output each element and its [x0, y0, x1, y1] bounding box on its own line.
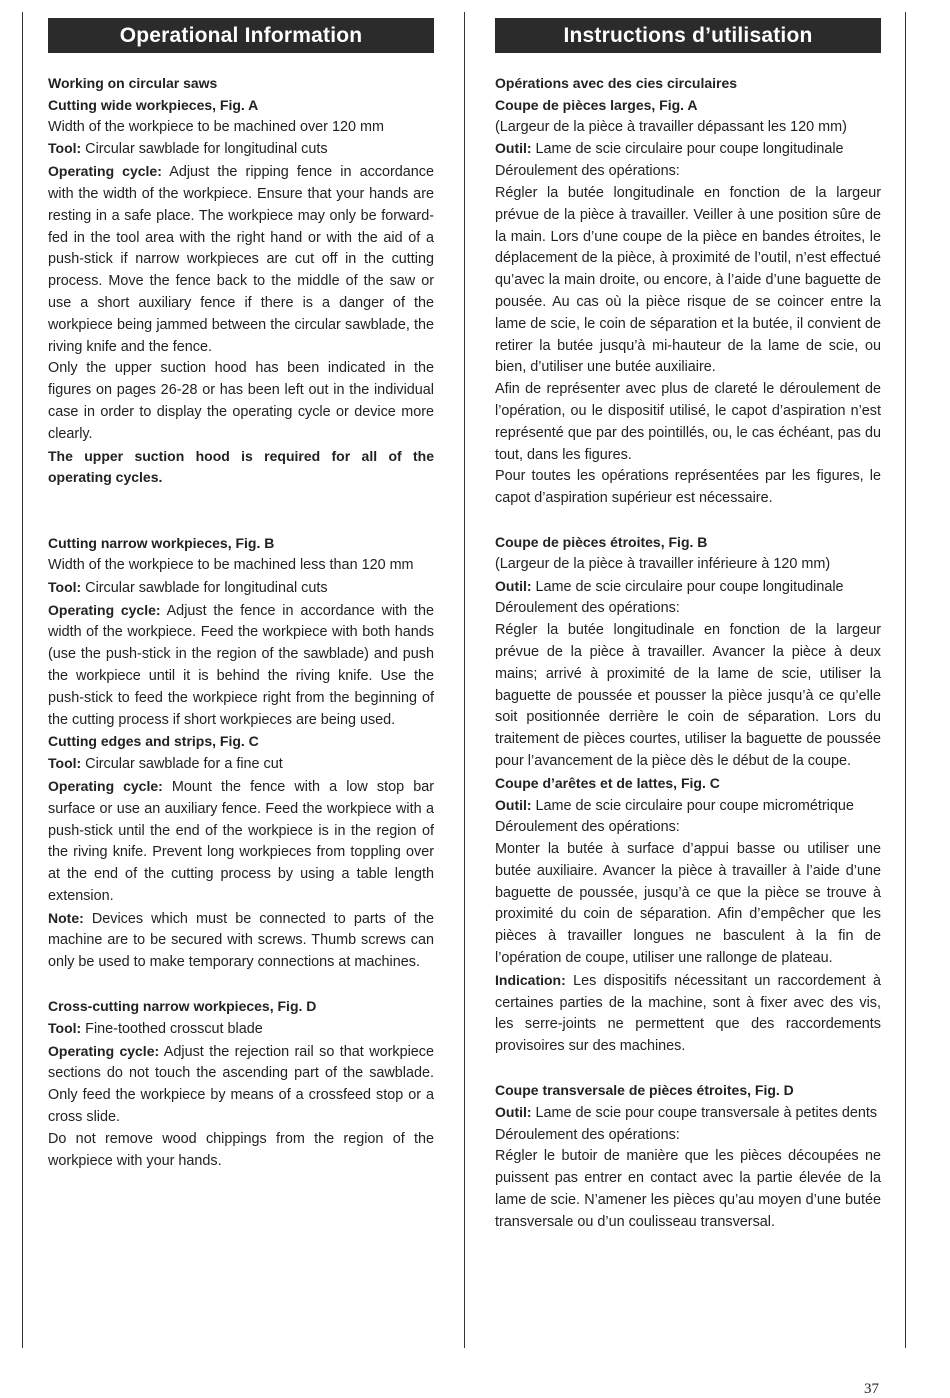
left-margin-rule [22, 12, 23, 1348]
heading-pieces-etroites: Coupe de pièces étroites, Fig. B [495, 533, 708, 550]
heading-circular-saws: Working on circular saws [48, 75, 218, 91]
deroulement-label-transversale: Déroulement des opérations: [495, 1126, 680, 1143]
heading-narrow-workpieces: Cutting narrow workpieces, Fig. B [48, 535, 275, 552]
bold-note-suction-hood: The upper suction hood is required for all of the operating cycles. [48, 447, 434, 486]
width-wide: Width of the workpiece to be machined over 120 mm [48, 118, 384, 135]
deroulement-label-larges: Déroulement des opérations: [495, 163, 680, 180]
largeur-larges: (Largeur de la pièce à travailler dépassant les 120 mm) [495, 118, 847, 135]
deroulement-label-etroites: Déroulement des opérations: [495, 600, 680, 617]
tool-narrow: Tool: Circular sawblade for longitudinal cuts [48, 578, 328, 596]
width-narrow: Width of the workpiece to be machined less than 120 mm [48, 556, 414, 573]
cycle-wide: Operating cycle: Adjust the ripping fence in accordance with the width of the workpiece. Ensure that your hands are resting in a safe place. The workpiece may only be forward-fed in the tool area with the right hand or with the aid of a push-stick if narrow workpieces are cut off in the cutting process. Move the fence back to the middle of the saw or use a short auxiliary fence if there is a danger of the workpiece being jammed between the circular sawblade, the riving knife and the fence. [48, 163, 434, 355]
heading-cross-cutting: Cross-cutting narrow workpieces, Fig. D [48, 998, 317, 1015]
note-suction-hood: Only the upper suction hood has been indicated in the figures on pages 26-28 or has been left out in the individual case in order to display the operating cycle or device more clearly. [48, 360, 434, 442]
note-screws: Note: Devices which must be connected to parts of the machine are to be secured with screws. Thumb screws can only be used to make temporary connections at machines. [48, 909, 434, 971]
section-title-french: Instructions d’utilisation [495, 18, 881, 53]
largeur-etroites: (Largeur de la pièce à travailler inférieure à 120 mm) [495, 555, 831, 572]
outil-etroites: Outil: Lame de scie circulaire pour coupe longitudinale [495, 577, 844, 595]
deroulement-label-aretes: Déroulement des opérations: [495, 819, 680, 836]
french-column [495, 18, 881, 1234]
french-body [495, 73, 881, 1234]
deroulement-larges: Régler la butée longitudinale en fonction de la largeur prévue de la pièce à travailler. Veiller à une position sûre de la main. Lors d’une coupe de la pièce en bandes étroites, le déplacement de la pièce, à proximité de l’outil, n’est effectué qu’avec la main droite, ou encore, à l’aide d’une baguette de pousée. Au cas où la pièce risque de se coincer entre la lame de scie, le coin de séparation et la butée, il convient de retirer la butée jusqu’à mi-hauteur de la lame de scie, ou bien, d’utiliser une butée auxiliaire. [495, 184, 881, 376]
outil-aretes: Outil: Lame de scie circulaire pour coupe micrométrique [495, 796, 854, 814]
note-capot: Afin de représenter avec plus de clareté le déroulement de l’opération, ou le dispositif utilisé, le capot d’aspiration n’est représenté que par des pointillés, ou, le cas échéant, pas du tout, dans les figures. [495, 381, 881, 463]
note-wood-chippings: Do not remove wood chippings from the region of the workpiece with your hands. [48, 1130, 434, 1169]
deroulement-transversale: Régler le butoir de manière que les pièces découpées ne puissent pas entrer en contact avec la partie élevée de la lame de scie. N’amener les pièces qu’au moyen d’une butée transversale ou d’un coulisseau transversal. [495, 1148, 881, 1230]
heading-pieces-larges: Coupe de pièces larges, Fig. A [495, 96, 698, 113]
outil-larges: Outil: Lame de scie circulaire pour coupe longitudinale [495, 140, 844, 158]
deroulement-etroites: Régler la butée longitudinale en fonction de la largeur prévue de la pièce à travailler. Avancer la pièce à deux mains; arrivé à proximité de la lame de scie, utiliser la baguette de poussée et pousser la pièce jusqu’à ce qu’elle soit positionnée derrière le coin de séparation. Lors du traitement de pièces courtes, utiliser la baguette de poussée pour l’avancement de la pièce dès le début de la coupe. [495, 622, 881, 769]
tool-cross: Tool: Fine-toothed crosscut blade [48, 1019, 263, 1037]
outil-transversale: Outil: Lame de scie pour coupe transversale à petites dents [495, 1103, 878, 1121]
english-body [48, 73, 434, 1172]
center-column-rule [464, 12, 465, 1348]
cycle-cross: Operating cycle: Adjust the rejection rail so that workpiece sections do not touch the ascending part of the sawblade. Only feed the workpiece by means of a crossfeed stop or a cross slide. [48, 1042, 435, 1126]
right-margin-rule [905, 12, 906, 1348]
heading-aretes-lattes: Coupe d’arêtes et de lattes, Fig. C [495, 774, 720, 791]
note-capot-superieur: Pour toutes les opérations représentées par les figures, le capot d’aspiration supérieur est nécessaire. [495, 468, 881, 507]
english-column [48, 18, 434, 1172]
heading-wide-workpieces: Cutting wide workpieces, Fig. A [48, 96, 259, 113]
tool-edges: Tool: Circular sawblade for a fine cut [48, 755, 283, 773]
deroulement-aretes: Monter la butée à surface d’appui basse ou utiliser une butée auxiliaire. Avancer la pièce à travailler à l’aide d’une baguette de poussée, jusqu’à ce que la pièce se trouve à proximité du coin de séparation. Afin d’empêcher que les pièces à travailler longues ne basculent à la fin de l’opération de coupe, utiliser une rallonge de plateau. [495, 841, 881, 967]
heading-coupe-transversale: Coupe transversale de pièces étroites, Fig. D [495, 1082, 794, 1099]
page-number: 37 [864, 1381, 879, 1397]
heading-operations-cies: Opérations avec des cies circulaires [495, 75, 738, 91]
tool-wide: Tool: Circular sawblade for longitudinal cuts [48, 140, 328, 158]
section-title-english: Operational Information [48, 18, 434, 53]
heading-edges-strips: Cutting edges and strips, Fig. C [48, 733, 259, 750]
indication-vis: Indication: Les dispositifs nécessitant un raccordement à certaines parties de la machine, sont à fixer avec des vis, les serre-joints ne permettent que des raccordements provisoires sur des machines. [495, 971, 881, 1055]
cycle-edges: Operating cycle: Mount the fence with a low stop bar surface or use an auxiliary fence. Feed the workpiece with a push-stick until the end of the workpiece is in the region of the riving knife. Prevent long workpieces from toppling over at the end of the cutting process by using a table length extension. [48, 777, 434, 904]
cycle-narrow: Operating cycle: Adjust the fence in accordance with the width of the workpiece. Feed the workpiece with both hands (use the push-stick in the region of the sawblade) and push the workpiece until it is behind the riving knife. Use the push-stick to feed the workpiece right from the beginning of the cutting process if short workpieces are being used. [48, 601, 435, 728]
